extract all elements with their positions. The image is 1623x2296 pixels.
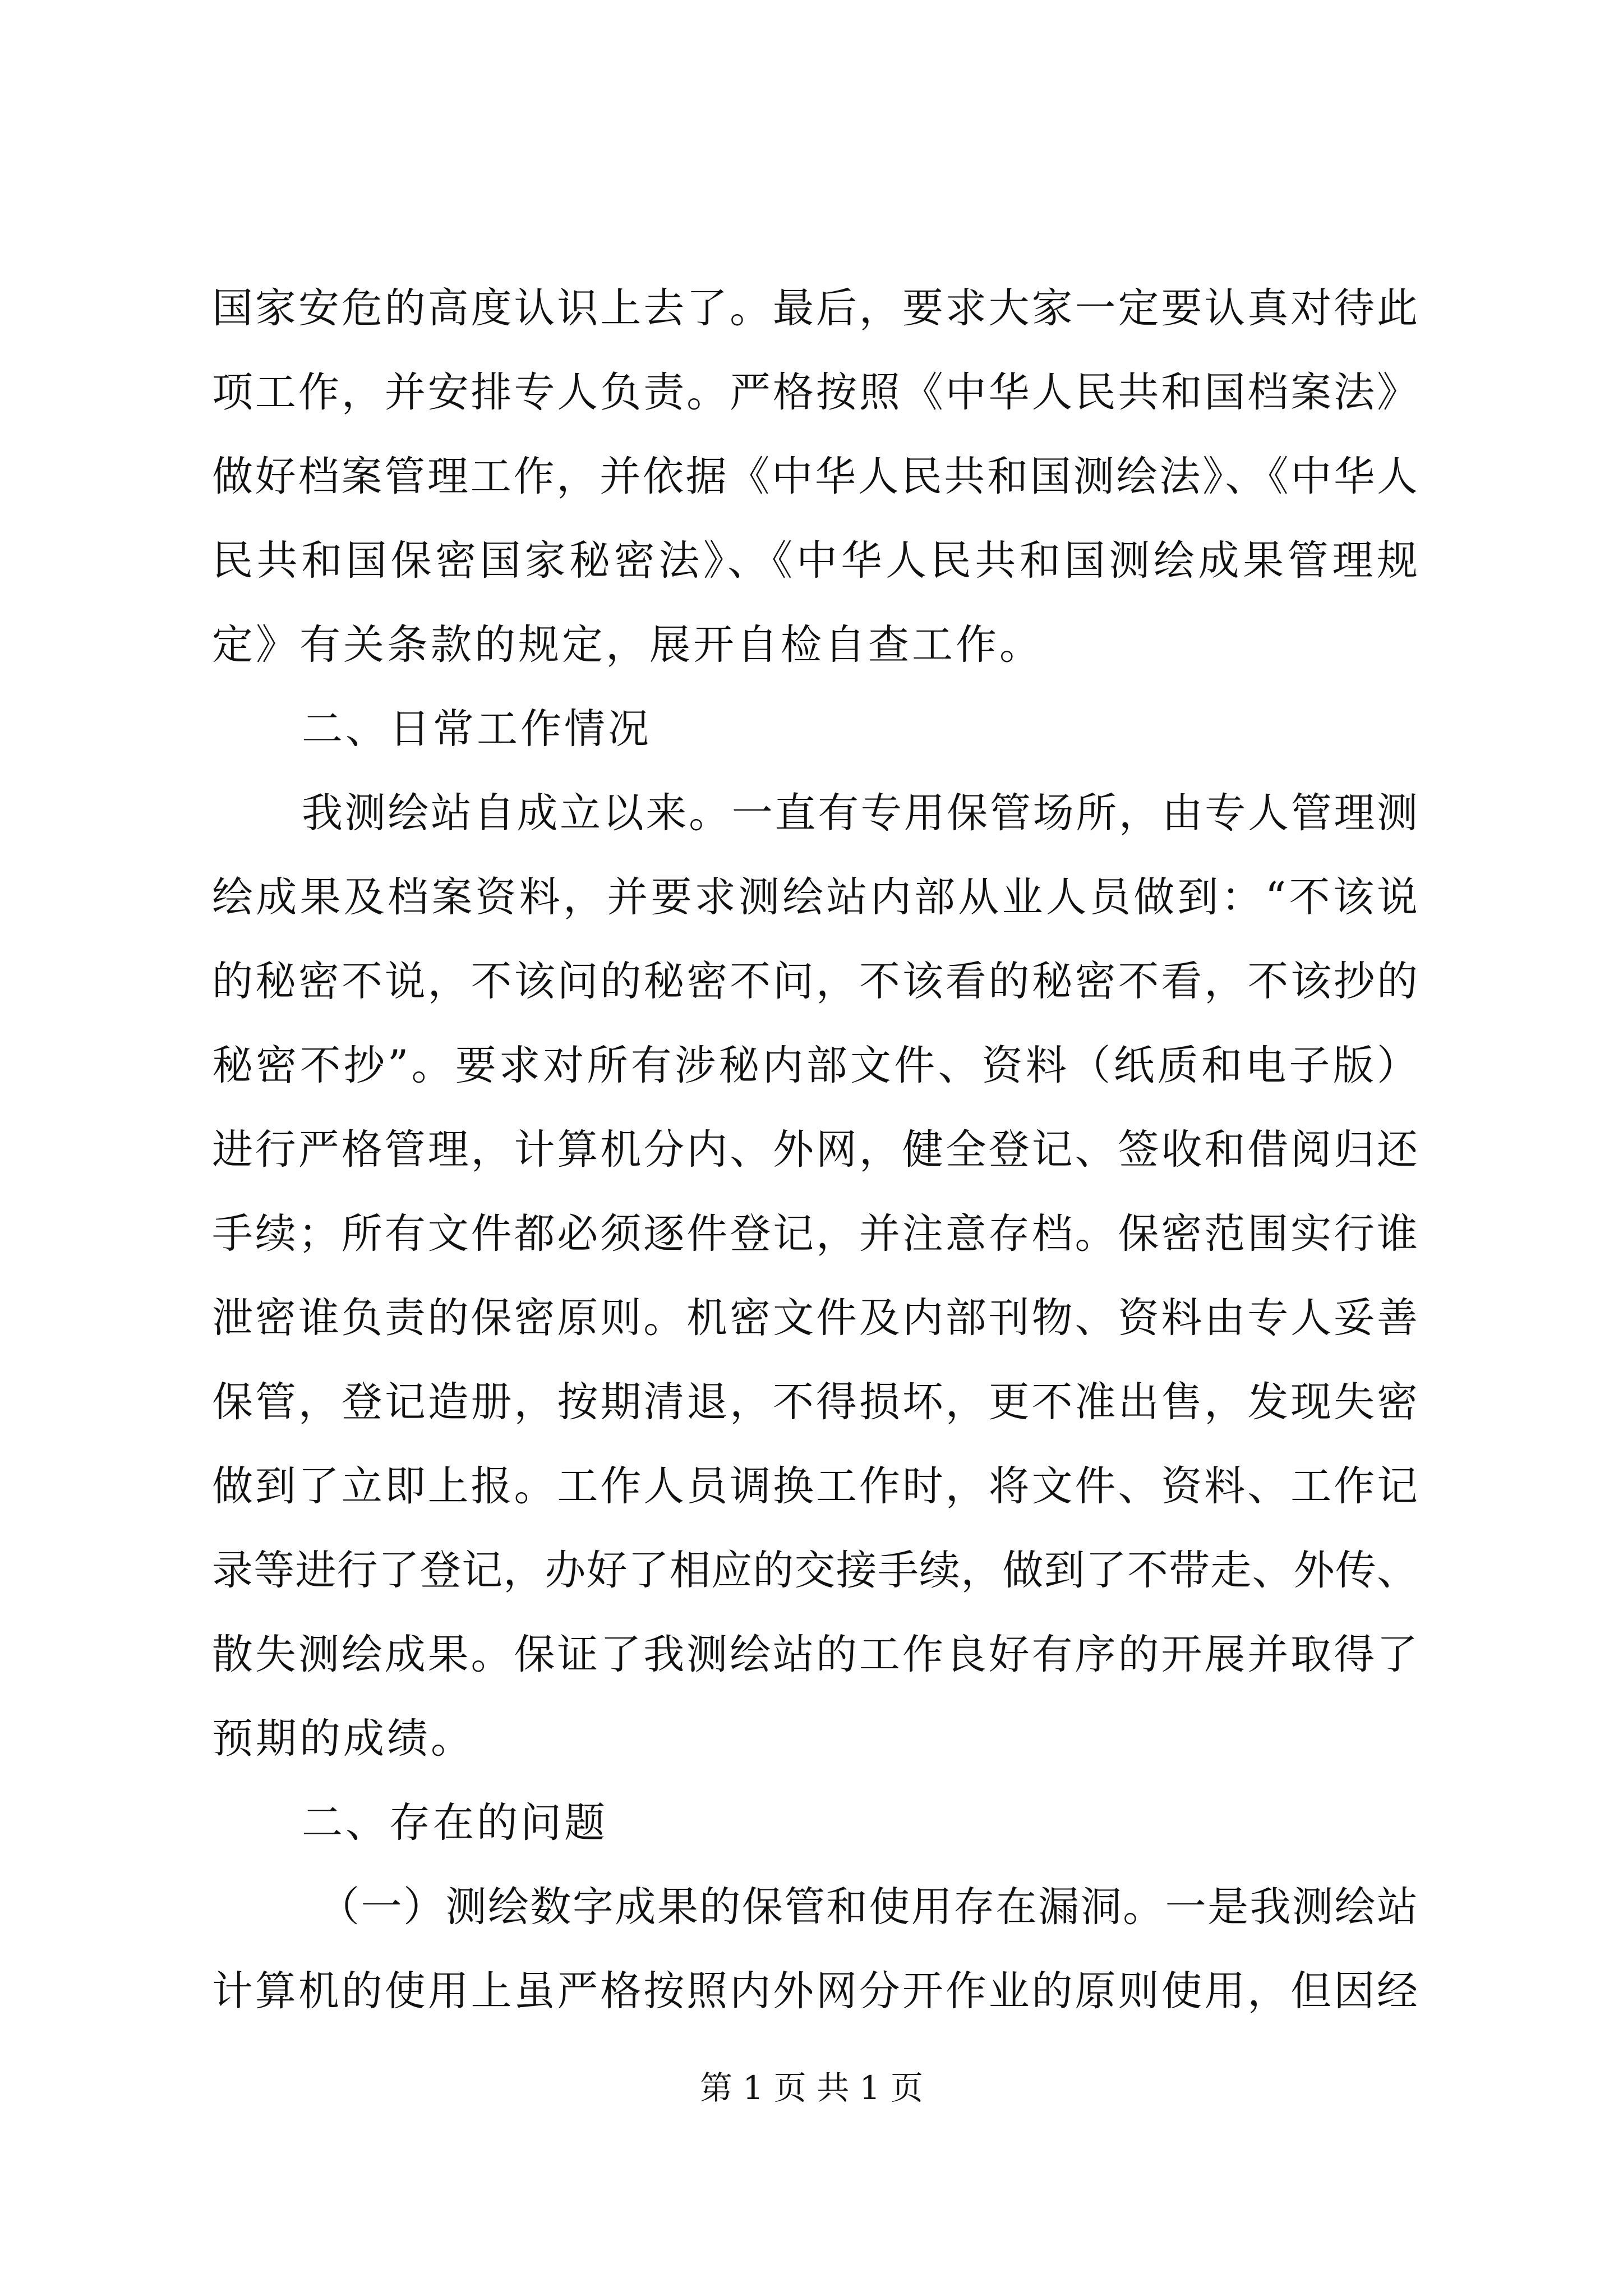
text-line: 做到了立即上报。工作人员调换工作时，将文件、资料、工作记 (212, 1462, 1418, 1510)
text-line: 民共和国保密国家秘密法》、《中华人民共和国测绘成果管理规 (212, 537, 1418, 585)
document-body (212, 266, 1418, 2033)
text-line: 秘密不抄”。要求对所有涉秘内部文件、资料（纸质和电子版） (212, 1042, 1418, 1089)
text-line: 国家安危的高度认识上去了。最后，要求大家一定要认真对待此 (212, 284, 1418, 332)
text-line: 计算机的使用上虽严格按照内外网分开作业的原则使用，但因经 (212, 1967, 1418, 2015)
section-heading: 二、日常工作情况 (302, 705, 652, 753)
text-line: 保管，登记造册，按期清退，不得损坏，更不准出售，发现失密 (212, 1378, 1418, 1426)
text-line: 进行严格管理，计算机分内、外网，健全登记、签收和借阅归还 (212, 1126, 1418, 1174)
text-line: 预期的成绩。 (212, 1715, 474, 1763)
text-line: 做好档案管理工作，并依据《中华人民共和国测绘法》、《中华人 (212, 453, 1418, 500)
section-heading: 二、存在的问题 (302, 1799, 608, 1847)
text-line: 绘成果及档案资料，并要求测绘站内部从业人员做到：“不该说 (212, 873, 1418, 921)
text-line: 定》有关条款的规定，展开自检自查工作。 (212, 621, 1043, 669)
text-line: （一）测绘数字成果的保管和使用存在漏洞。一是我测绘站 (319, 1883, 1418, 1931)
text-line: 我测绘站自成立以来。一直有专用保管场所，由专人管理测 (302, 789, 1418, 837)
text-line: 泄密谁负责的保密原则。机密文件及内部刊物、资料由专人妥善 (212, 1294, 1418, 1342)
text-line: 的秘密不说，不该问的秘密不问，不该看的秘密不看，不该抄的 (212, 958, 1418, 1005)
text-line: 散失测绘成果。保证了我测绘站的工作良好有序的开展并取得了 (212, 1631, 1418, 1678)
page-footer: 第 1 页 共 1 页 (700, 2069, 923, 2107)
text-line: 项工作，并安排专人负责。严格按照《中华人民共和国档案法》 (212, 369, 1418, 416)
text-line: 手续；所有文件都必须逐件登记，并注意存档。保密范围实行谁 (212, 1210, 1418, 1258)
text-line: 录等进行了登记，办好了相应的交接手续，做到了不带走、外传、 (212, 1547, 1418, 1594)
